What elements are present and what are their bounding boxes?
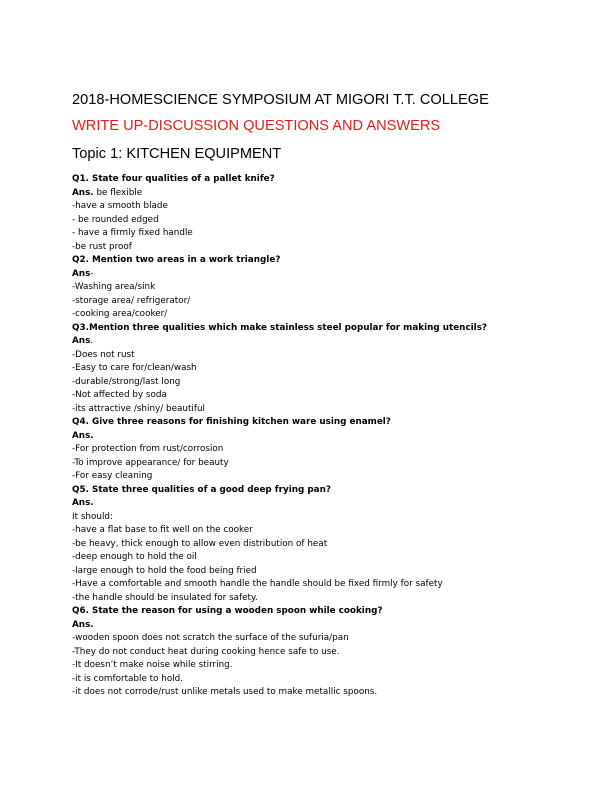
answer-line: -To improve appearance/ for beauty	[72, 457, 229, 468]
answer-line	[72, 187, 592, 201]
answer-line: -They do not conduct heat during cooking hence safe to use.	[72, 646, 340, 657]
answer-text: be flexible	[93, 187, 143, 198]
answer-line: -storage area/ refrigerator/	[72, 295, 191, 306]
question-line: Ans.	[72, 619, 94, 630]
qa-body	[72, 173, 592, 700]
question-line: Q3.Mention three qualities which make stainless steel popular for making utencils?	[72, 322, 488, 333]
answer-label: Ans.	[72, 187, 94, 198]
answer-line: -Washing area/sink	[72, 282, 156, 292]
answer-line: -cooking area/cooker/	[72, 309, 168, 319]
answer-line: -For protection from rust/corrosion	[72, 444, 224, 454]
answer-line: -deep enough to hold the oil	[72, 552, 197, 562]
answer-text: -	[90, 268, 94, 279]
answer-line: - have a firmly fixed handle	[72, 228, 193, 238]
answer-line: - be rounded edged	[72, 214, 159, 225]
answer-line: -Not affected by soda	[72, 390, 167, 400]
answer-line: -wooden spoon does not scratch the surface of the sufuria/pan	[72, 633, 349, 643]
answer-line: -its attractive /shiny/ beautiful	[72, 403, 205, 414]
answer-text: .	[90, 336, 94, 346]
question-line: Q6. State the reason for using a wooden spoon while cooking?	[72, 606, 383, 616]
page-title: 2018-HOMESCIENCE SYMPOSIUM AT MIGORI T.T. COLLEGE	[72, 92, 489, 108]
answer-line	[72, 268, 592, 282]
answer-line: -durable/strong/last long	[72, 376, 181, 387]
question-line: Q1. State four qualities of a pallet knife?	[72, 174, 275, 184]
answer-line: -have a smooth blade	[72, 201, 168, 211]
question-line: Q4. Give three reasons for finishing kitchen ware using enamel?	[72, 417, 391, 427]
answer-line: -Have a comfortable and smooth handle the handle should be fixed firmly for safety	[72, 579, 443, 589]
answer-line: -be heavy, thick enough to allow even distribution of heat	[72, 538, 328, 549]
question-line: Ans.	[72, 498, 94, 508]
topic-heading: Topic 1: KITCHEN EQUIPMENT	[72, 146, 282, 162]
answer-line: -it is comfortable to hold.	[72, 673, 184, 684]
answer-line: -the handle should be insulated for safety.	[72, 592, 258, 603]
answer-line: -have a flat base to fit well on the cooker	[72, 525, 253, 535]
question-line: Q2. Mention two areas in a work triangle?	[72, 255, 281, 265]
answer-line: -For easy cleaning	[72, 471, 153, 481]
question-line: Q5. State three qualities of a good deep frying pan?	[72, 484, 331, 495]
answer-line: -be rust proof	[72, 241, 132, 252]
answer-label: Ans	[72, 336, 91, 346]
answer-line: -It doesn’t make noise while stirring.	[72, 660, 233, 670]
answer-line	[72, 335, 592, 349]
answer-line: It should:	[72, 511, 113, 522]
answer-line: -large enough to hold the food being fried	[72, 565, 257, 576]
answer-line: -Does not rust	[72, 349, 135, 360]
answer-line: -it does not corrode/rust unlike metals used to make metallic spoons.	[72, 687, 378, 697]
answer-label: Ans	[72, 268, 91, 279]
page-subtitle: WRITE UP-DISCUSSION QUESTIONS AND ANSWERS	[72, 118, 441, 134]
answer-line: -Easy to care for/clean/wash	[72, 363, 197, 373]
question-line: Ans.	[72, 430, 94, 441]
